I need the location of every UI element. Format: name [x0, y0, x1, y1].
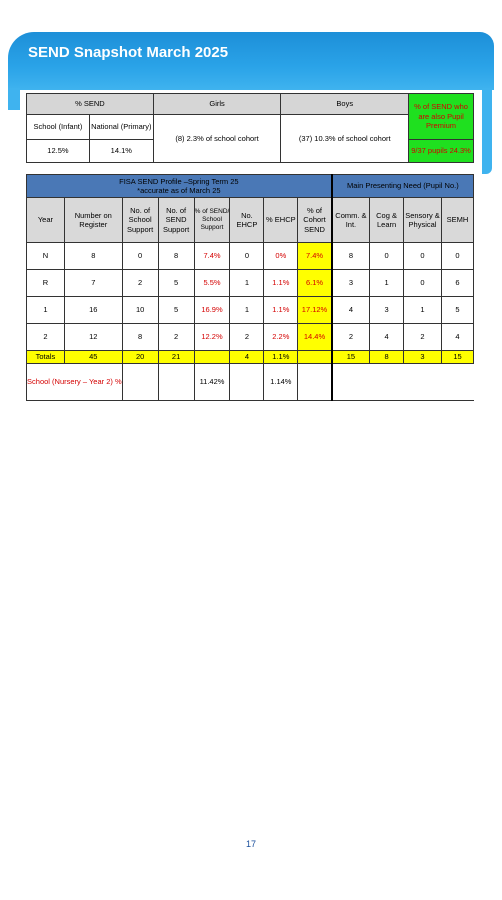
cell-sensory-physical: 0 [404, 270, 442, 297]
school-percent-row [27, 364, 474, 401]
cell-cohort-send-pct: 6.1% [298, 270, 332, 297]
cell-comm-int: 3 [332, 270, 370, 297]
table-row [27, 297, 474, 324]
send-summary-table [26, 93, 474, 163]
page-title: SEND Snapshot March 2025 [28, 44, 229, 61]
cell-ehcp-pct: 2.2% [264, 324, 298, 351]
cell-number-on-register: 12 [64, 324, 122, 351]
header-ehcp-pct: % EHCP [264, 198, 298, 243]
cell-ehcp-count: 0 [230, 243, 264, 270]
totals-ehcp-pct: 1.1% [264, 351, 298, 364]
national-primary-label: National (Primary) [89, 115, 153, 140]
cell-cohort-send-pct: 7.4% [298, 243, 332, 270]
cell-school-support: 8 [122, 324, 158, 351]
cell-semh: 0 [441, 243, 473, 270]
cell-cog-learn: 0 [370, 243, 404, 270]
cell-send-school-support-pct: 7.4% [194, 243, 230, 270]
cell-send-support: 8 [158, 243, 194, 270]
header-year: Year [27, 198, 65, 243]
cell-send-school-support-pct: 5.5% [194, 270, 230, 297]
cell-cog-learn: 4 [370, 324, 404, 351]
header-send-school-support-pct: % of SEND/ School Support [194, 198, 230, 243]
table-row [27, 324, 474, 351]
title-banner [8, 32, 494, 90]
cell-send-school-support-pct: 12.2% [194, 324, 230, 351]
school-percent-label: School (Nursery – Year 2) % [27, 364, 123, 401]
cell-semh: 4 [441, 324, 473, 351]
school-send-percent: 11.42% [194, 364, 230, 401]
cell-school-support: 0 [122, 243, 158, 270]
cell-year: R [27, 270, 65, 297]
totals-sensory-physical: 3 [404, 351, 442, 364]
cell-semh: 6 [441, 270, 473, 297]
cell-year: 1 [27, 297, 65, 324]
totals-semh: 15 [441, 351, 473, 364]
cell-cohort-send-pct: 14.4% [298, 324, 332, 351]
cell-number-on-register: 16 [64, 297, 122, 324]
totals-comm-int: 15 [332, 351, 370, 364]
page-number: 17 [245, 839, 256, 849]
totals-send-support: 21 [158, 351, 194, 364]
totals-row [27, 351, 474, 364]
cell-ehcp-count: 1 [230, 270, 264, 297]
send-header: % SEND [27, 94, 154, 115]
cell-send-support: 5 [158, 297, 194, 324]
cell-comm-int: 2 [332, 324, 370, 351]
cell-ehcp-pct: 1.1% [264, 297, 298, 324]
school-percent-empty [122, 364, 158, 401]
school-percent-empty [158, 364, 194, 401]
send-profile-table [26, 174, 474, 401]
header-school-support: No. of School Support [122, 198, 158, 243]
profile-title [27, 175, 332, 198]
cell-ehcp-count: 2 [230, 324, 264, 351]
totals-ehcp-count: 4 [230, 351, 264, 364]
girls-value: (8) 2.3% of school cohort [153, 115, 281, 163]
totals-cohort-send-pct [298, 351, 332, 364]
cell-semh: 5 [441, 297, 473, 324]
header-number-on-register: Number on Register [64, 198, 122, 243]
pupil-premium-value: 9/37 pupils 24.3% [409, 140, 474, 163]
header-cohort-send-pct: % of Cohort SEND [298, 198, 332, 243]
cell-ehcp-pct: 0% [264, 243, 298, 270]
cell-send-school-support-pct: 16.9% [194, 297, 230, 324]
school-percent-empty [298, 364, 332, 401]
column-header-row [27, 198, 474, 243]
boys-header: Boys [281, 94, 409, 115]
cell-cog-learn: 3 [370, 297, 404, 324]
cell-sensory-physical: 0 [404, 243, 442, 270]
cell-number-on-register: 8 [64, 243, 122, 270]
cell-school-support: 2 [122, 270, 158, 297]
national-send-value: 14.1% [89, 140, 153, 163]
table-row [27, 243, 474, 270]
cell-year: 2 [27, 324, 65, 351]
cell-comm-int: 8 [332, 243, 370, 270]
cell-number-on-register: 7 [64, 270, 122, 297]
header-semh: SEMH [441, 198, 473, 243]
cell-send-support: 5 [158, 270, 194, 297]
profile-title-line2: *accurate as of March 25 [137, 186, 221, 195]
cell-sensory-physical: 2 [404, 324, 442, 351]
school-infant-label: School (Infant) [27, 115, 90, 140]
header-cog-learn: Cog & Learn [370, 198, 404, 243]
cell-comm-int: 4 [332, 297, 370, 324]
totals-year: Totals [27, 351, 65, 364]
totals-number-on-register: 45 [64, 351, 122, 364]
girls-header: Girls [153, 94, 281, 115]
table-row [27, 270, 474, 297]
cell-ehcp-pct: 1.1% [264, 270, 298, 297]
need-title: Main Presenting Need (Pupil No.) [332, 175, 474, 198]
pupil-premium-header: % of SEND who are also Pupil Premium [409, 94, 474, 140]
boys-value: (37) 10.3% of school cohort [281, 115, 409, 163]
cell-send-support: 2 [158, 324, 194, 351]
profile-title-line1: FISA SEND Profile –Spring Term 25 [119, 176, 239, 186]
school-percent-empty [332, 364, 474, 401]
header-send-support: No. of SEND Support [158, 198, 194, 243]
totals-school-support: 20 [122, 351, 158, 364]
cell-cog-learn: 1 [370, 270, 404, 297]
cell-school-support: 10 [122, 297, 158, 324]
cell-ehcp-count: 1 [230, 297, 264, 324]
totals-cog-learn: 8 [370, 351, 404, 364]
school-ehcp-percent: 1.14% [264, 364, 298, 401]
header-ehcp-count: No. EHCP [230, 198, 264, 243]
school-percent-empty [230, 364, 264, 401]
cell-sensory-physical: 1 [404, 297, 442, 324]
banner-decoration-right [482, 88, 492, 174]
header-comm-int: Comm. & Int. [332, 198, 370, 243]
header-sensory-physical: Sensory & Physical [404, 198, 442, 243]
totals-send-school-support-pct [194, 351, 230, 364]
cell-cohort-send-pct: 17.12% [298, 297, 332, 324]
banner-decoration-left [8, 88, 20, 110]
school-send-value: 12.5% [27, 140, 90, 163]
cell-year: N [27, 243, 65, 270]
